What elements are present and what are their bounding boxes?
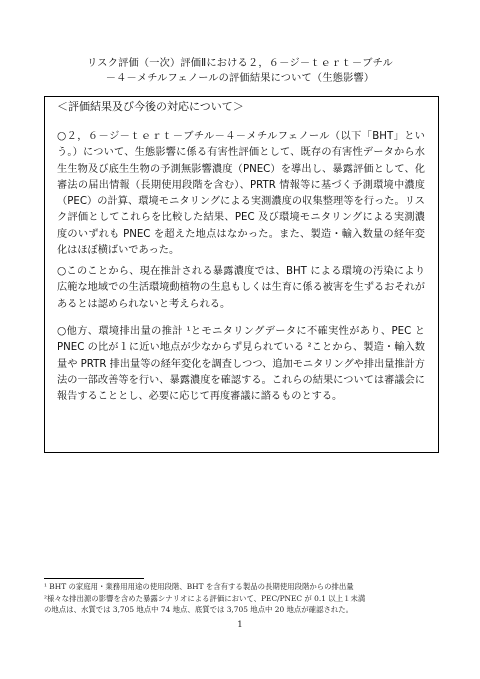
- paragraph-text: ２，６－ジ－ｔｅｒｔ－ブチル－４－メチルフェノール（以下「BHT」という。）について、生態影響に係る有害性評価として、既存の有害性データから水生生物及び底生生物の予測無影響濃度（PNEC）を導出し、暴露評価として、化審法の届出情報（長期使用段階を含む）、PRTR 情報等に基づく予測環境中濃度（PEC）の計算、環境モニタリングによる実測濃度の収集整理等を行った。リスク評価としてこれらを比較した結果、PEC 及び環境モニタリングによる実測濃度のいずれも PNEC を超えた地点はなかった。また、製造・輸入数量の経年変化はほぼ横ばいであった。: [57, 131, 425, 257]
- bullet-circle: ○: [57, 265, 67, 277]
- paragraph-conclusion: [57, 263, 425, 313]
- box-heading: ＜評価結果及び今後の対応について＞: [57, 100, 244, 113]
- bullet-circle: ○: [57, 130, 67, 142]
- footnote-2-continued: の地点は、水質では 3,705 地点中 74 地点、底質では 3,705 地点中 20 地点が確認された。: [44, 605, 354, 614]
- paragraph-text: 他方、環境排出量の推計 ¹とモニタリングデータに不確実性があり、PEC と PNEC の比が１に近い地点が少なからず見られている ²ことから、製造・輸入数量や PRTR 排出量等の経年変化を調査しつつ、追加モニタリングや排出量推計方法の一部改善等を行い、暴露濃度を確認する。これらの結果については審議会に報告することとし、必要に応じて再度審議に諮るものとする。: [57, 326, 425, 403]
- footnote-separator: [44, 578, 144, 579]
- footnote-1: ¹ BHT の家庭用・業務用用途の使用段階、BHT を含有する製品の長期使用段階からの排出量: [44, 582, 354, 591]
- bullet-circle: ○: [57, 325, 67, 337]
- document-title-line-2: －４－メチルフェノールの評価結果について（生態影響）: [105, 73, 375, 84]
- document-title-line-1: リスク評価（一次）評価Ⅱにおける２，６－ジ－ｔｅｒｔ－ブチル: [87, 58, 393, 69]
- paragraph-text: このことから、現在推計される暴露濃度では、BHT による環境の汚染により広範な地域での生活環境動植物の生息もしくは生育に係る被害を生ずるおそれがあるとは認められないと考えられる。: [57, 266, 426, 310]
- evaluation-result-box: [44, 96, 439, 453]
- footnote-2: ²様々な排出源の影響を含めた暴露シナリオによる評価において、PEC/PNEC が 0.1 以上１未満: [44, 594, 366, 603]
- paragraph-future-action: [57, 323, 425, 405]
- paragraph-assessment: [57, 128, 425, 259]
- page-number: 1: [237, 620, 243, 630]
